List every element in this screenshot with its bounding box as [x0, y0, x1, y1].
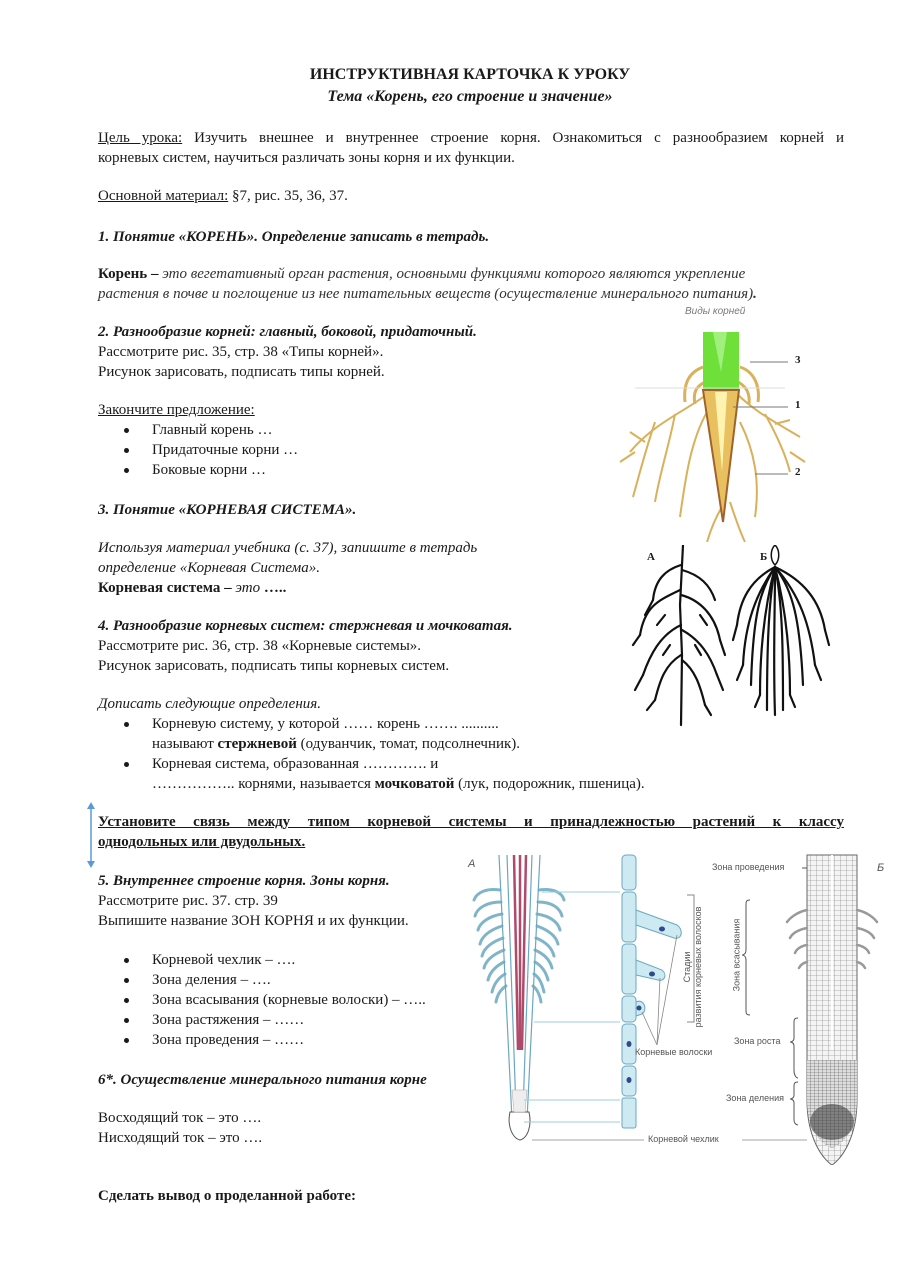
lesson-topic: Тема «Корень, его строение и значение»	[327, 88, 613, 105]
section2-line1: Рассмотрите рис. 35, стр. 38 «Типы корней».	[98, 344, 384, 360]
complete-sentence-label: Закончите предложение:	[98, 402, 255, 418]
figure-root-zones	[462, 850, 892, 1165]
list-item: Зона растяжения – ……	[130, 1010, 304, 1030]
definitions-instruction: Дописать следующие определения.	[98, 696, 322, 712]
label-lateral-root-number: 2	[795, 466, 801, 478]
goal-text-2: корневых систем, научиться различать зоны корня и их функции.	[98, 150, 515, 166]
root-cap-label: Корневой чехлик	[648, 1134, 719, 1144]
list-item: Главный корень …	[130, 420, 272, 440]
link-task-line1: Установите связь между типом корневой системы и принадлежностью растений к классу	[98, 814, 844, 830]
root-system-definition	[98, 578, 286, 598]
figure-root-systems	[625, 545, 840, 730]
zone-division-label: Зона деления	[726, 1093, 785, 1103]
root-system-this: это	[235, 580, 261, 596]
vertical-resize-handle[interactable]	[86, 802, 96, 868]
section5-heading: 5. Внутреннее строение корня. Зоны корня.	[98, 873, 390, 889]
section4-line2: Рисунок зарисовать, подписать типы корневых систем.	[98, 658, 450, 674]
root-definition-2	[98, 284, 757, 304]
section5-line2: Выпишите название ЗОН КОРНЯ и их функции.	[98, 913, 409, 929]
list-item: Корневую систему, у которой …… корень ……. ..........	[130, 714, 499, 734]
list-item-continuation: …………….. корнями, называется мочковатой (лук, подорожник, пшеница).	[152, 776, 645, 792]
label-taproot-number: 1	[795, 399, 801, 411]
goal-text-1: Изучить внешнее и внутреннее строение корня. Ознакомиться с разнообразием корней и	[182, 130, 844, 146]
list-item: Зона деления – ….	[130, 970, 271, 990]
stages-label: Стадии развития корневых волосков	[682, 906, 703, 1028]
zone-conduction-label: Зона проведения	[712, 862, 785, 872]
list-item: Боковые корни …	[130, 460, 266, 480]
list-item: Зона проведения – ……	[130, 1030, 304, 1050]
zone-absorption-label: Зона всасывания	[731, 918, 742, 992]
section2-heading: 2. Разнообразие корней: главный, боковой, придаточный.	[98, 324, 477, 340]
root-term: Корень –	[98, 266, 163, 282]
list-item-continuation: называют стержневой (одуванчик, томат, подсолнечник).	[152, 736, 521, 752]
root-definition-text-1: это вегетативный орган растения, основными функциями которого являются укрепление	[162, 266, 746, 282]
section2-line2: Рисунок зарисовать, подписать типы корней.	[98, 364, 385, 380]
section1-heading: 1. Понятие «КОРЕНЬ». Определение записать в тетрадь.	[98, 229, 490, 245]
material-label: Основной материал:	[98, 188, 229, 204]
list-item: Придаточные корни …	[130, 440, 298, 460]
figure-a-label: А	[468, 858, 476, 870]
section4-line1: Рассмотрите рис. 36, стр. 38 «Корневые системы».	[98, 638, 422, 654]
ascending-flow: Восходящий ток – это ….	[98, 1110, 262, 1126]
root-definition-1	[98, 264, 745, 284]
goal-label: Цель урока:	[98, 130, 183, 146]
figure-caption: Виды корней	[685, 306, 746, 317]
figure-b-label: Б	[877, 862, 885, 874]
zone-growth-label: Зона роста	[734, 1036, 781, 1046]
label-adventitious-root-number: 3	[795, 354, 801, 366]
root-system-term: Корневая система –	[98, 580, 236, 596]
root-hairs-label: Корневые волоски	[635, 1047, 713, 1057]
section3-line1: Используя материал учебника (с. 37), запишите в тетрадь	[98, 540, 478, 556]
root-definition-text-2: растения в почве и поглощение из нее питательных веществ (осуществление минерального питания)	[98, 286, 754, 302]
taproot-system-label: А	[647, 551, 655, 563]
root-system-dots: …..	[260, 580, 287, 596]
list-item: Зона всасывания (корневые волоски) – …..	[130, 990, 426, 1010]
root-definition-end: .	[753, 286, 757, 302]
conclusion-prompt: Сделать вывод о проделанной работе:	[98, 1188, 356, 1204]
section4-heading: 4. Разнообразие корневых систем: стержневая и мочковатая.	[98, 618, 513, 634]
link-task-line2: однодольных или двудольных.	[98, 834, 306, 850]
list-item: Корневая система, образованная …………. и	[130, 754, 438, 774]
section6-heading: 6*. Осуществление минерального питания корне	[98, 1072, 427, 1088]
section3-heading: 3. Понятие «КОРНЕВАЯ СИСТЕМА».	[98, 502, 357, 518]
fibrous-system-label: Б	[760, 551, 768, 563]
list-item: Корневой чехлик – ….	[130, 950, 295, 970]
main-material	[98, 186, 348, 206]
lesson-goal	[98, 128, 844, 148]
material-text: §7, рис. 35, 36, 37.	[228, 188, 348, 204]
section3-line2: определение «Корневая Система».	[98, 560, 320, 576]
card-title: ИНСТРУКТИВНАЯ КАРТОЧКА К УРОКУ	[309, 66, 631, 83]
figure-root-types	[615, 302, 830, 542]
section5-line1: Рассмотрите рис. 37. стр. 39	[98, 893, 278, 909]
descending-flow: Нисходящий ток – это ….	[98, 1130, 263, 1146]
